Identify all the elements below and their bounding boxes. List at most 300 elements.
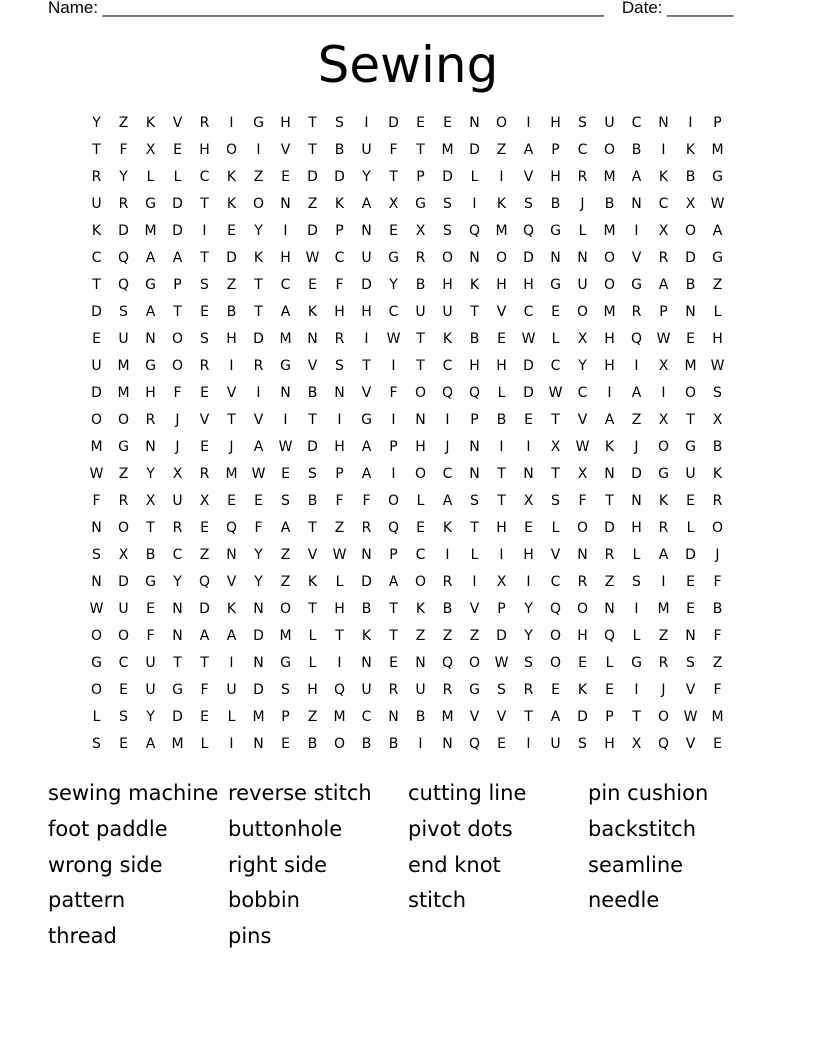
grid-letter: A	[631, 385, 642, 401]
grid-letter: M	[252, 709, 265, 725]
grid-letter: R	[118, 493, 129, 509]
grid-letter: D	[523, 358, 534, 374]
grid-row	[83, 677, 733, 704]
grid-letter: O	[225, 142, 238, 158]
grid-row	[83, 407, 733, 434]
grid-letter: B	[226, 304, 237, 320]
grid-letter: O	[549, 655, 562, 671]
grid-letter: W	[305, 250, 320, 266]
grid-letter: T	[308, 142, 317, 158]
grid-letter: F	[146, 628, 155, 644]
grid-letter: I	[526, 736, 531, 752]
grid-letter: L	[146, 169, 155, 185]
grid-letter: T	[335, 628, 344, 644]
grid-letter: I	[688, 115, 693, 131]
grid-letter: C	[118, 655, 129, 671]
grid-letter: E	[281, 736, 290, 752]
grid-letter: U	[415, 304, 426, 320]
grid-letter: Q	[468, 385, 481, 401]
grid-row	[83, 380, 733, 407]
grid-letter: F	[119, 142, 128, 158]
grid-letter: J	[661, 682, 666, 698]
grid-letter: Z	[253, 169, 264, 185]
grid-letter: I	[391, 412, 396, 428]
grid-letter: H	[550, 169, 561, 185]
grid-letter: D	[577, 709, 588, 725]
grid-letter: G	[145, 358, 156, 374]
grid-letter: I	[229, 115, 234, 131]
grid-letter: N	[604, 466, 615, 482]
word-bank-item: seamline	[588, 852, 684, 877]
grid-letter: D	[199, 601, 210, 617]
grid-letter: D	[307, 223, 318, 239]
grid-letter: T	[92, 277, 101, 293]
grid-letter: S	[524, 196, 533, 212]
grid-letter: S	[578, 736, 587, 752]
grid-letter: V	[280, 142, 291, 158]
grid-letter: F	[713, 574, 722, 590]
grid-letter: H	[361, 304, 372, 320]
word-bank-item: buttonhole	[228, 816, 343, 841]
grid-letter: Z	[334, 520, 345, 536]
grid-letter: T	[308, 520, 317, 536]
grid-letter: L	[632, 628, 641, 644]
grid-letter: V	[550, 547, 561, 563]
grid-row	[83, 137, 733, 164]
grid-letter: H	[199, 142, 210, 158]
grid-letter: Z	[118, 466, 129, 482]
grid-row	[83, 434, 733, 461]
grid-letter: S	[524, 655, 533, 671]
grid-row	[83, 623, 733, 650]
grid-letter: N	[145, 331, 156, 347]
grid-letter: I	[418, 736, 423, 752]
grid-letter: Z	[199, 547, 210, 563]
grid-row	[83, 515, 733, 542]
grid-letter: I	[634, 358, 639, 374]
grid-letter: O	[414, 466, 427, 482]
word-bank-item: stitch	[408, 888, 467, 913]
grid-letter: G	[388, 250, 399, 266]
grid-letter: S	[713, 385, 722, 401]
grid-letter: Z	[658, 628, 669, 644]
grid-letter: K	[496, 196, 507, 212]
grid-letter: F	[578, 493, 587, 509]
grid-letter: L	[497, 385, 506, 401]
grid-letter: S	[200, 331, 209, 347]
grid-letter: P	[389, 547, 398, 563]
grid-letter: D	[523, 250, 534, 266]
grid-letter: E	[119, 682, 128, 698]
grid-letter: U	[604, 115, 615, 131]
grid-letter: R	[334, 331, 345, 347]
grid-letter: H	[334, 439, 345, 455]
grid-row	[83, 272, 733, 299]
grid-letter: P	[605, 709, 614, 725]
grid-letter: Z	[307, 196, 318, 212]
grid-letter: B	[307, 736, 318, 752]
grid-letter: M	[603, 223, 616, 239]
grid-letter: M	[144, 223, 157, 239]
grid-letter: C	[442, 358, 453, 374]
grid-letter: O	[711, 520, 724, 536]
grid-letter: W	[278, 439, 293, 455]
grid-letter: F	[254, 520, 263, 536]
grid-letter: E	[443, 115, 452, 131]
grid-letter: R	[145, 412, 156, 428]
grid-letter: C	[577, 385, 588, 401]
grid-letter: T	[254, 304, 263, 320]
grid-letter: R	[712, 493, 723, 509]
grid-letter: T	[389, 628, 398, 644]
grid-letter: C	[199, 169, 210, 185]
grid-letter: H	[334, 601, 345, 617]
grid-letter: K	[334, 196, 345, 212]
grid-letter: Y	[254, 547, 263, 563]
grid-letter: N	[145, 439, 156, 455]
grid-letter: K	[226, 169, 237, 185]
grid-letter: N	[658, 115, 669, 131]
grid-letter: D	[172, 196, 183, 212]
grid-letter: I	[499, 169, 504, 185]
grid-letter: K	[145, 115, 156, 131]
grid-letter: M	[684, 358, 697, 374]
grid-letter: J	[634, 439, 639, 455]
grid-letter: A	[280, 304, 291, 320]
grid-letter: R	[172, 520, 183, 536]
grid-letter: X	[550, 439, 561, 455]
grid-letter: B	[415, 277, 426, 293]
grid-letter: Q	[333, 682, 346, 698]
grid-letter: I	[256, 142, 261, 158]
grid-letter: M	[495, 223, 508, 239]
grid-letter: R	[577, 574, 588, 590]
grid-letter: F	[92, 493, 101, 509]
grid-letter: I	[472, 196, 477, 212]
grid-letter: I	[391, 358, 396, 374]
grid-letter: O	[90, 412, 103, 428]
grid-letter: D	[523, 385, 534, 401]
grid-letter: S	[92, 547, 101, 563]
grid-letter: N	[172, 628, 183, 644]
grid-letter: N	[91, 574, 102, 590]
grid-letter: D	[118, 223, 129, 239]
grid-letter: R	[658, 250, 669, 266]
grid-letter: C	[442, 466, 453, 482]
grid-letter: J	[445, 439, 450, 455]
grid-letter: M	[333, 709, 346, 725]
grid-letter: Q	[657, 736, 670, 752]
grid-letter: A	[361, 466, 372, 482]
grid-letter: B	[631, 142, 642, 158]
grid-letter: N	[577, 547, 588, 563]
grid-letter: H	[226, 331, 237, 347]
grid-row	[83, 326, 733, 353]
grid-letter: R	[658, 655, 669, 671]
grid-letter: I	[472, 574, 477, 590]
grid-letter: C	[334, 250, 345, 266]
grid-letter: H	[523, 277, 534, 293]
grid-letter: F	[200, 682, 209, 698]
grid-letter: J	[715, 547, 720, 563]
grid-letter: E	[497, 331, 506, 347]
grid-letter: V	[226, 574, 237, 590]
grid-letter: W	[89, 466, 104, 482]
grid-letter: N	[523, 466, 534, 482]
grid-letter: N	[307, 331, 318, 347]
name-field-label: Name: _____________________________________________________	[48, 0, 604, 17]
grid-letter: T	[308, 601, 317, 617]
grid-letter: E	[227, 493, 236, 509]
grid-letter: G	[145, 277, 156, 293]
grid-letter: L	[551, 520, 560, 536]
grid-letter: P	[470, 412, 479, 428]
grid-letter: T	[632, 709, 641, 725]
grid-row	[83, 191, 733, 218]
grid-letter: Q	[225, 520, 238, 536]
grid-letter: F	[389, 385, 398, 401]
grid-letter: U	[145, 682, 156, 698]
grid-letter: S	[632, 574, 641, 590]
grid-letter: P	[335, 223, 344, 239]
grid-letter: P	[281, 709, 290, 725]
grid-letter: Z	[469, 628, 480, 644]
grid-letter: F	[713, 628, 722, 644]
grid-letter: D	[226, 250, 237, 266]
grid-letter: Q	[522, 223, 535, 239]
grid-letter: N	[577, 250, 588, 266]
grid-letter: E	[200, 439, 209, 455]
grid-letter: E	[551, 304, 560, 320]
grid-letter: Z	[604, 574, 615, 590]
grid-letter: V	[523, 169, 534, 185]
grid-letter: C	[91, 250, 102, 266]
grid-letter: T	[389, 601, 398, 617]
grid-letter: O	[576, 520, 589, 536]
grid-letter: D	[442, 169, 453, 185]
word-bank-item: pattern	[48, 888, 126, 913]
grid-letter: V	[226, 385, 237, 401]
grid-letter: Y	[254, 223, 263, 239]
grid-letter: Q	[198, 574, 211, 590]
grid-letter: M	[441, 142, 454, 158]
grid-letter: T	[200, 655, 209, 671]
grid-letter: E	[173, 142, 182, 158]
grid-letter: E	[281, 169, 290, 185]
grid-letter: F	[713, 682, 722, 698]
grid-letter: P	[173, 277, 182, 293]
grid-letter: Y	[524, 628, 533, 644]
grid-letter: T	[146, 520, 155, 536]
grid-letter: N	[550, 250, 561, 266]
grid-letter: A	[199, 628, 210, 644]
grid-letter: Q	[468, 223, 481, 239]
grid-letter: Z	[226, 277, 237, 293]
grid-letter: A	[361, 439, 372, 455]
grid-letter: X	[145, 493, 156, 509]
grid-letter: I	[526, 439, 531, 455]
grid-letter: K	[91, 223, 102, 239]
grid-letter: T	[470, 520, 479, 536]
grid-letter: U	[226, 682, 237, 698]
grid-letter: X	[658, 223, 669, 239]
grid-letter: W	[710, 358, 725, 374]
grid-letter: L	[551, 331, 560, 347]
grid-letter: E	[578, 655, 587, 671]
grid-letter: A	[361, 196, 372, 212]
grid-letter: A	[172, 250, 183, 266]
grid-letter: N	[91, 520, 102, 536]
grid-row	[83, 542, 733, 569]
grid-letter: D	[685, 547, 696, 563]
grid-letter: L	[335, 574, 344, 590]
grid-letter: B	[712, 439, 723, 455]
word-bank-item: pin cushion	[588, 781, 709, 805]
grid-letter: N	[388, 709, 399, 725]
grid-letter: E	[524, 412, 533, 428]
grid-letter: Z	[496, 142, 507, 158]
grid-letter: T	[686, 412, 695, 428]
grid-letter: Z	[712, 277, 723, 293]
grid-letter: X	[523, 493, 534, 509]
grid-letter: N	[469, 250, 480, 266]
grid-letter: C	[631, 115, 642, 131]
grid-letter: E	[389, 223, 398, 239]
word-bank-item: pivot dots	[408, 816, 513, 841]
grid-letter: G	[253, 115, 264, 131]
grid-letter: T	[497, 493, 506, 509]
grid-row	[83, 461, 733, 488]
grid-letter: G	[685, 439, 696, 455]
grid-letter: N	[253, 736, 264, 752]
grid-letter: R	[388, 682, 399, 698]
grid-row	[83, 164, 733, 191]
grid-letter: I	[526, 574, 531, 590]
grid-row	[83, 353, 733, 380]
grid-letter: O	[441, 250, 454, 266]
grid-letter: R	[199, 115, 210, 131]
grid-letter: Y	[146, 709, 155, 725]
grid-letter: E	[497, 736, 506, 752]
grid-letter: V	[685, 682, 696, 698]
grid-letter: K	[307, 574, 318, 590]
grid-letter: N	[280, 196, 291, 212]
grid-letter: D	[118, 574, 129, 590]
grid-row	[83, 110, 733, 137]
grid-letter: P	[335, 466, 344, 482]
grid-letter: B	[442, 601, 453, 617]
grid-letter: H	[415, 439, 426, 455]
grid-letter: O	[90, 628, 103, 644]
grid-letter: O	[657, 709, 670, 725]
grid-letter: K	[307, 304, 318, 320]
grid-letter: A	[658, 547, 669, 563]
grid-letter: Y	[146, 466, 155, 482]
grid-letter: Z	[280, 574, 291, 590]
grid-letter: E	[416, 115, 425, 131]
grid-letter: H	[145, 385, 156, 401]
grid-letter: Z	[631, 412, 642, 428]
grid-letter: P	[659, 304, 668, 320]
grid-letter: E	[686, 574, 695, 590]
grid-letter: Z	[712, 655, 723, 671]
grid-letter: W	[521, 331, 536, 347]
grid-letter: T	[173, 655, 182, 671]
grid-letter: B	[307, 385, 318, 401]
grid-letter: E	[227, 223, 236, 239]
header	[48, 0, 733, 18]
grid-letter: L	[632, 547, 641, 563]
grid-letter: M	[90, 439, 103, 455]
grid-letter: D	[253, 682, 264, 698]
grid-letter: S	[551, 493, 560, 509]
grid-letter: N	[361, 223, 372, 239]
grid-letter: B	[550, 196, 561, 212]
grid-letter: E	[605, 682, 614, 698]
grid-letter: M	[603, 304, 616, 320]
grid-letter: R	[199, 466, 210, 482]
grid-letter: Y	[524, 601, 533, 617]
grid-letter: X	[631, 736, 642, 752]
grid-letter: B	[388, 736, 399, 752]
grid-letter: G	[631, 655, 642, 671]
grid-letter: E	[200, 385, 209, 401]
grid-letter: B	[361, 601, 372, 617]
grid-letter: O	[90, 682, 103, 698]
grid-letter: I	[391, 466, 396, 482]
grid-letter: H	[577, 628, 588, 644]
grid-letter: O	[252, 196, 265, 212]
grid-letter: U	[550, 736, 561, 752]
grid-letter: V	[577, 412, 588, 428]
grid-letter: E	[686, 493, 695, 509]
grid-letter: I	[661, 142, 666, 158]
grid-letter: G	[712, 169, 723, 185]
grid-letter: O	[684, 223, 697, 239]
grid-letter: O	[549, 628, 562, 644]
grid-letter: W	[548, 385, 563, 401]
grid-letter: O	[603, 250, 616, 266]
grid-letter: S	[470, 493, 479, 509]
word-bank	[48, 776, 768, 955]
grid-letter: B	[361, 736, 372, 752]
grid-letter: T	[200, 196, 209, 212]
grid-letter: S	[497, 682, 506, 698]
grid-letter: W	[575, 439, 590, 455]
grid-letter: D	[361, 574, 372, 590]
grid-letter: E	[416, 520, 425, 536]
grid-letter: A	[226, 628, 237, 644]
grid-letter: I	[283, 412, 288, 428]
grid-letter: A	[145, 736, 156, 752]
grid-letter: B	[685, 169, 696, 185]
grid-letter: Y	[389, 277, 398, 293]
grid-letter: T	[551, 412, 560, 428]
grid-letter: O	[684, 385, 697, 401]
grid-letter: F	[362, 493, 371, 509]
grid-letter: F	[335, 277, 344, 293]
grid-letter: X	[388, 196, 399, 212]
grid-letter: T	[308, 412, 317, 428]
grid-letter: T	[605, 493, 614, 509]
grid-letter: F	[173, 385, 182, 401]
grid-letter: V	[685, 736, 696, 752]
grid-letter: N	[469, 439, 480, 455]
grid-letter: T	[389, 169, 398, 185]
grid-letter: U	[118, 331, 129, 347]
grid-letter: D	[307, 169, 318, 185]
grid-letter: G	[172, 682, 183, 698]
